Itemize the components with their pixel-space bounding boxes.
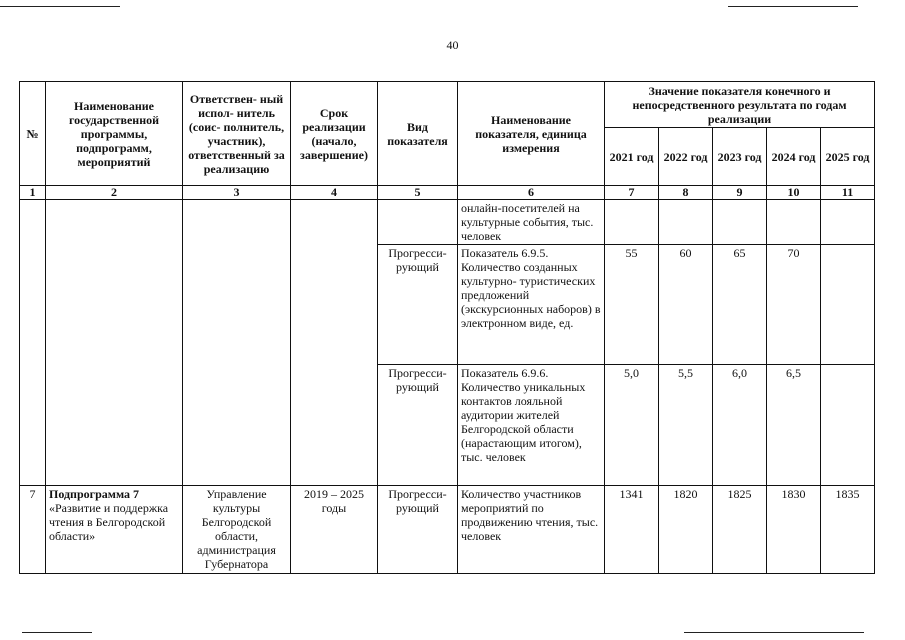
value-2021: 55	[605, 245, 659, 365]
column-number: 1	[20, 186, 46, 200]
indicator-name: Показатель 6.9.5. Количество созданных культурно- туристических предложений (экскурсионных наборов) в электронном виде, ед.	[458, 245, 605, 365]
cell-empty	[20, 200, 46, 486]
value-2024	[767, 200, 821, 245]
header-responsible: Ответствен- ный испол- нитель (соис- полнитель, участник), ответственный за реализацию	[183, 82, 291, 186]
column-number: 8	[659, 186, 713, 200]
column-number: 2	[46, 186, 183, 200]
value-2025	[821, 365, 875, 486]
indicator-type: Прогресси- рующий	[378, 365, 458, 486]
value-2024: 1830	[767, 486, 821, 574]
column-number-row	[20, 186, 875, 200]
value-2021: 1341	[605, 486, 659, 574]
header-indicator-type: Вид показателя	[378, 82, 458, 186]
column-number: 5	[378, 186, 458, 200]
value-2024: 70	[767, 245, 821, 365]
header-term: Срок реализации (начало, завершение)	[291, 82, 378, 186]
header-program-name: Наименование государственной программы, подпрограмм, мероприятий	[46, 82, 183, 186]
column-number: 6	[458, 186, 605, 200]
header-num: №	[20, 82, 46, 186]
value-2023: 6,0	[713, 365, 767, 486]
header-values-group: Значение показателя конечного и непосредственного результата по годам реализации	[605, 82, 875, 128]
subprogram-number: 7	[20, 486, 46, 574]
indicator-name: Показатель 6.9.6. Количество уникальных контактов лояльной аудитории жителей Белгородской области (нарастающим итогом), тыс. человек	[458, 365, 605, 486]
header-indicator-name: Наименование показателя, единица измерения	[458, 82, 605, 186]
cell-empty	[183, 200, 291, 486]
value-2023: 1825	[713, 486, 767, 574]
column-number: 7	[605, 186, 659, 200]
column-number: 4	[291, 186, 378, 200]
subprogram-title-text: «Развитие и поддержка чтения в Белгородской области»	[49, 501, 169, 543]
subprogram-title-bold: Подпрограмма 7	[49, 487, 140, 501]
indicator-name: Количество участников мероприятий по продвижению чтения, тыс. человек	[458, 486, 605, 574]
value-2022	[659, 200, 713, 245]
header-year-2024: 2024 год	[767, 128, 821, 186]
top-right-edge-line	[728, 6, 858, 7]
header-year-2021: 2021 год	[605, 128, 659, 186]
value-2021	[605, 200, 659, 245]
subprogram-title	[46, 486, 183, 574]
header-year-2023: 2023 год	[713, 128, 767, 186]
value-2025	[821, 245, 875, 365]
subprogram-responsible: Управление культуры Белгородской области, администрация Губернатора	[183, 486, 291, 574]
cell-empty	[291, 200, 378, 486]
indicator-name: онлайн-посетителей на культурные события, тыс. человек	[458, 200, 605, 245]
value-2025	[821, 200, 875, 245]
header-year-2025: 2025 год	[821, 128, 875, 186]
subprogram-row	[20, 486, 875, 574]
value-2022: 1820	[659, 486, 713, 574]
subprogram-term: 2019 – 2025 годы	[291, 486, 378, 574]
table-row	[20, 200, 875, 245]
indicator-type	[378, 200, 458, 245]
column-number: 9	[713, 186, 767, 200]
indicators-table	[19, 81, 875, 574]
header-year-2022: 2022 год	[659, 128, 713, 186]
indicator-type: Прогресси- рующий	[378, 486, 458, 574]
value-2024: 6,5	[767, 365, 821, 486]
bottom-right-edge-line	[684, 632, 864, 633]
page-number: 40	[446, 38, 459, 52]
indicator-type: Прогресси- рующий	[378, 245, 458, 365]
column-number: 3	[183, 186, 291, 200]
value-2023	[713, 200, 767, 245]
column-number: 10	[767, 186, 821, 200]
value-2021: 5,0	[605, 365, 659, 486]
value-2022: 5,5	[659, 365, 713, 486]
value-2022: 60	[659, 245, 713, 365]
value-2025: 1835	[821, 486, 875, 574]
top-left-edge-line	[0, 6, 120, 7]
value-2023: 65	[713, 245, 767, 365]
bottom-left-edge-line	[22, 632, 92, 633]
cell-empty	[46, 200, 183, 486]
column-number: 11	[821, 186, 875, 200]
